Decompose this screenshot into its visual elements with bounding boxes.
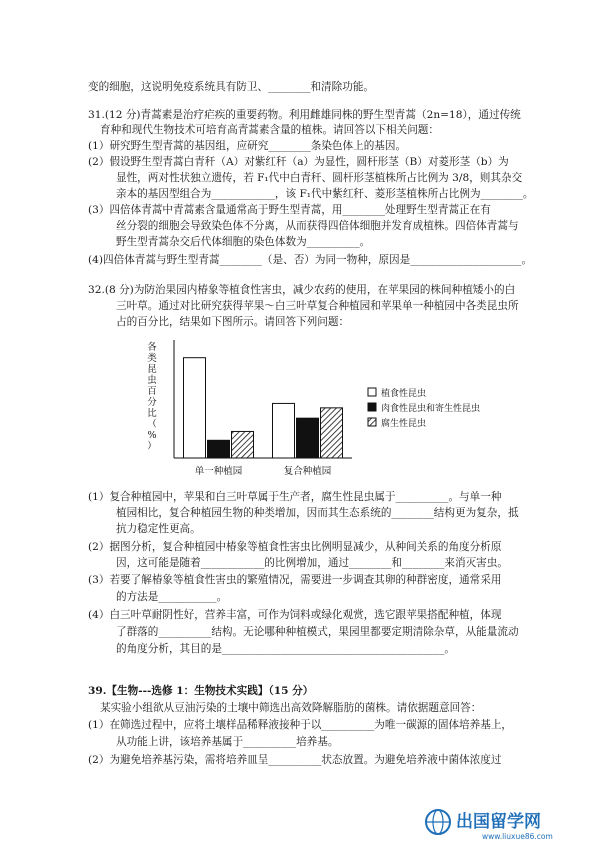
x-tick-label: 复合种植园 [283, 466, 332, 477]
q31-line: 31.(12 分)青蒿素是治疗疟疾的重要药物。利用雌雄同株的野生型青蒿（2n=18），通过传统 [88, 109, 521, 121]
q31-line: (3）四倍体青蒿中青蒿素含量通常高于野生型青蒿，用________处理野生型青蒿正在有 [88, 204, 491, 216]
site-watermark-logo [422, 806, 592, 842]
q31-line: 显性，两对性状独立遗传，若 F₁代中白青秆、圆杆形茎植株所占比例为 3/8，则其杂交 [116, 172, 523, 184]
q30-tail-text: 变的细胞，这说明免疫系统具有防卫、________和清除功能。 [88, 81, 375, 93]
y-axis-label-char: 分 [147, 397, 157, 408]
y-axis-label-char: 百 [147, 386, 157, 397]
q32-line: (4）白三叶草耐阴性好，营养丰富，可作为饲料或绿化观赏，选它跟苹果搭配种植，体现 [88, 609, 502, 621]
bar-3 [321, 408, 343, 458]
bar-1 [184, 358, 206, 458]
bar-1 [273, 403, 295, 458]
q32-line: 植园相比，复合种植园生物的种类增加，因而其生态系统的________结构更为复杂，抵 [116, 507, 519, 519]
bar-chart-svg [146, 332, 496, 490]
q31-line: 育种和现代生物技术可培育高青蒿素含量的植株。请回答以下相关问题： [100, 124, 439, 136]
y-axis-label-char: （ [147, 419, 157, 430]
q39-line: 从功能上讲，该培养基属于__________培养基。 [116, 736, 339, 748]
y-axis-label-char: 各 [147, 342, 157, 353]
q31-line: (1）研究野生型青蒿的基因组，应研究________条染色体上的基因。 [88, 140, 407, 152]
q31-line: 野生型青蒿杂交后代体细胞的染色体数为__________。 [116, 236, 371, 248]
watermark-logo-text: 出国留学网 [456, 812, 541, 832]
bar-2 [297, 418, 319, 458]
q32-line: 因，这可能是随着____________的比例增加，通过________和________来消灭害虫。 [116, 557, 508, 569]
y-axis-label-char: 比 [147, 408, 157, 419]
q32-line: 的角度分析，其目的是__________________________________________。 [116, 643, 455, 655]
legend-label: 肉食性昆虫和寄生性昆虫 [381, 404, 481, 414]
y-axis-label-char: ） [147, 441, 157, 452]
legend-swatch [368, 403, 376, 411]
legend-swatch [368, 418, 376, 426]
q32-line: 了群落的__________结构。无论哪种种植模式，果园里都要定期清除杂草，从能量流动 [116, 626, 519, 638]
q39-title: 39.【生物---选修 1：生物技术实践】（15 分） [88, 685, 314, 697]
q31-line: (4)四倍体青蒿与野生型青蒿________（是、否）为同一物种，原因是_____________________。 [88, 254, 533, 266]
q39-line: 某实验小组欲从豆油污染的土壤中筛选出高效降解脂肪的菌株。请依据题意回答： [100, 702, 482, 714]
insect-percentage-chart [146, 332, 496, 490]
q39-line: (2）为避免培养基污染，需将培养皿呈__________状态放置。为避免培养液中菌体浓度过 [88, 754, 502, 766]
q32-intro-line: 32.(8 分)为防治果园内椿象等植食性害虫，减少农药的使用，在苹果园的株间种植矮小的白 [88, 284, 516, 296]
y-axis-label-char: 类 [147, 353, 157, 364]
watermark-url-text: www.liuxue86.com [482, 832, 553, 841]
y-axis-label-char: 虫 [147, 375, 157, 386]
watermark-svg [422, 806, 592, 842]
q31-line: 丝分裂的细胞会导致染色体不分离，从而获得四倍体细胞并发育成植株。四倍体青蒿与 [116, 220, 519, 232]
q32-line: (2）据图分析，复合种植园中椿象等植食性害虫比例明显减少，从种间关系的角度分析原 [88, 541, 502, 553]
y-axis-label-char: % [147, 430, 157, 441]
legend-swatch [368, 388, 376, 396]
q39-line: (1）在筛选过程中，应将土壤样品稀释液接种于以__________为唯一碳源的固体培养基上， [88, 719, 513, 731]
q31-line: (2）假设野生型青蒿白青秆（A）对紫红秆（a）为显性，圆杆形茎（B）对菱形茎（b）为 [88, 156, 509, 168]
q32-line: 的方法是___________。 [116, 591, 228, 603]
q31-line: 亲本的基因型组合为____________，该 F₁代中紫红秆、菱形茎植株所占比例为________。 [116, 188, 534, 200]
bar-2 [208, 440, 230, 458]
q32-line: (1）复合种植园中，苹果和白三叶草属于生产者，腐生性昆虫属于__________。与单一种 [88, 491, 502, 503]
q32-intro-line: 三叶草。通过对比研究获得苹果～白三叶草复合种植园和苹果单一种植园中各类昆虫所 [116, 300, 519, 312]
q32-line: 抗力稳定性更高。 [116, 523, 201, 535]
x-tick-label: 单一种植园 [194, 466, 243, 477]
q32-intro-line: 占的百分比，结果如下图所示。请回答下列问题： [116, 316, 350, 328]
legend-label: 腐生性昆虫 [381, 419, 427, 429]
bar-3 [232, 431, 254, 458]
y-axis-label-char: 昆 [147, 364, 157, 375]
q32-line: (3）若要了解椿象等植食性害虫的繁殖情况，需要进一步调查其卵的种群密度，通常采用 [88, 574, 502, 586]
legend-label: 植食性昆虫 [381, 389, 427, 399]
